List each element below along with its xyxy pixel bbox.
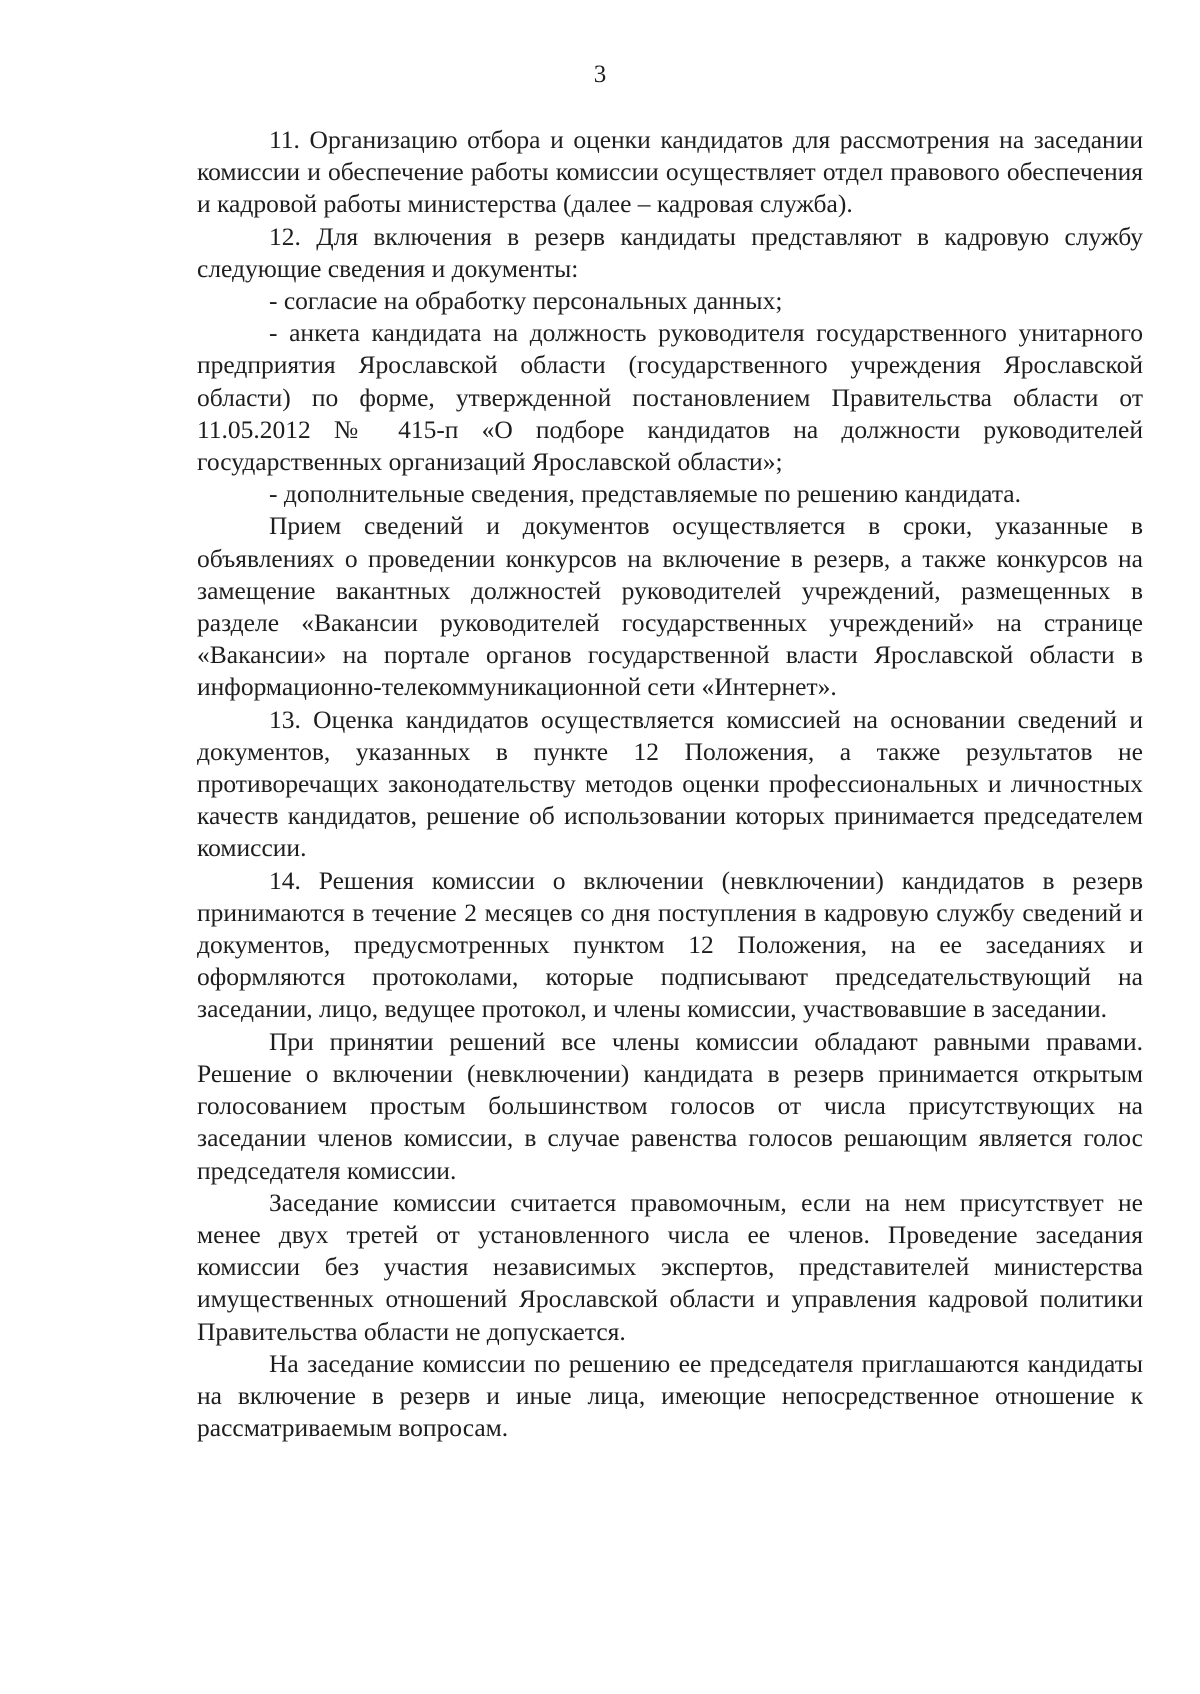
page-number: 3 <box>593 61 607 88</box>
paragraph-13: 13. Оценка кандидатов осуществляется комиссией на основании сведений и документов, указанных в пункте 12 Положения, а также результатов не противоречащих законодательству методов оценки профессиональных и личностных качеств кандидатов, решение об использовании которых принимается председателем комиссии. <box>197 704 1143 863</box>
paragraph-11: 11. Организацию отбора и оценки кандидатов для рассмотрения на заседании комиссии и обеспечение работы комиссии осуществляет отдел правового обеспечения и кадровой работы министерства (далее – кадровая служба). <box>197 125 1143 219</box>
document-body <box>197 124 1143 1444</box>
list-item-additional-info: - дополнительные сведения, представляемые по решению кандидата. <box>269 479 1021 509</box>
paragraph-12: 12. Для включения в резерв кандидаты представляют в кадровую службу следующие сведения и документы: <box>197 221 1143 283</box>
list-item-questionnaire: - анкета кандидата на должность руководителя государственного унитарного предприятия Ярославской области (государственного учреждения Ярославской области) по форме, утвержденной постановлением Правительства области от 11.05.2012 № 415-п «О подборе кандидатов на должности руководителей государственных организаций Ярославской области»; <box>197 318 1143 477</box>
list-item-consent: - согласие на обработку персональных данных; <box>269 286 783 316</box>
paragraph-reception: Прием сведений и документов осуществляется в сроки, указанные в объявлениях о проведении конкурсов на включение в резерв, а также конкурсов на замещение вакантных должностей руководителей учреждений, размещенных в разделе «Вакансии руководителей государственных учреждений» на странице «Вакансии» на портале органов государственной власти Ярославской области в информационно-телекоммуникационной сети «Интернет». <box>197 511 1143 702</box>
paragraph-invitations: На заседание комиссии по решению ее председателя приглашаются кандидаты на включение в резерв и иные лица, имеющие непосредственное отношение к рассматриваемым вопросам. <box>197 1348 1143 1443</box>
paragraph-14: 14. Решения комиссии о включении (невключении) кандидатов в резерв принимаются в течение 2 месяцев со дня поступления в кадровую службу сведений и документов, предусмотренных пунктом 12 Положения, на ее заседаниях и оформляются протоколами, которые подписывают председательствующий на заседании, лицо, ведущее протокол, и члены комиссии, участвовавшие в заседании. <box>197 865 1143 1024</box>
paragraph-voting: При принятии решений все члены комиссии обладают равными правами. Решение о включении (невключении) кандидата в резерв принимается открытым голосованием простым большинством голосов от числа присутствующих на заседании членов комиссии, в случае равенства голосов решающим является голос председателя комиссии. <box>197 1026 1143 1185</box>
paragraph-quorum: Заседание комиссии считается правомочным, если на нем присутствует не менее двух третей от установленного числа ее членов. Проведение заседания комиссии без участия независимых экспертов, представителей министерства имущественных отношений Ярославской области и управления кадровой политики Правительства области не допускается. <box>197 1187 1143 1346</box>
